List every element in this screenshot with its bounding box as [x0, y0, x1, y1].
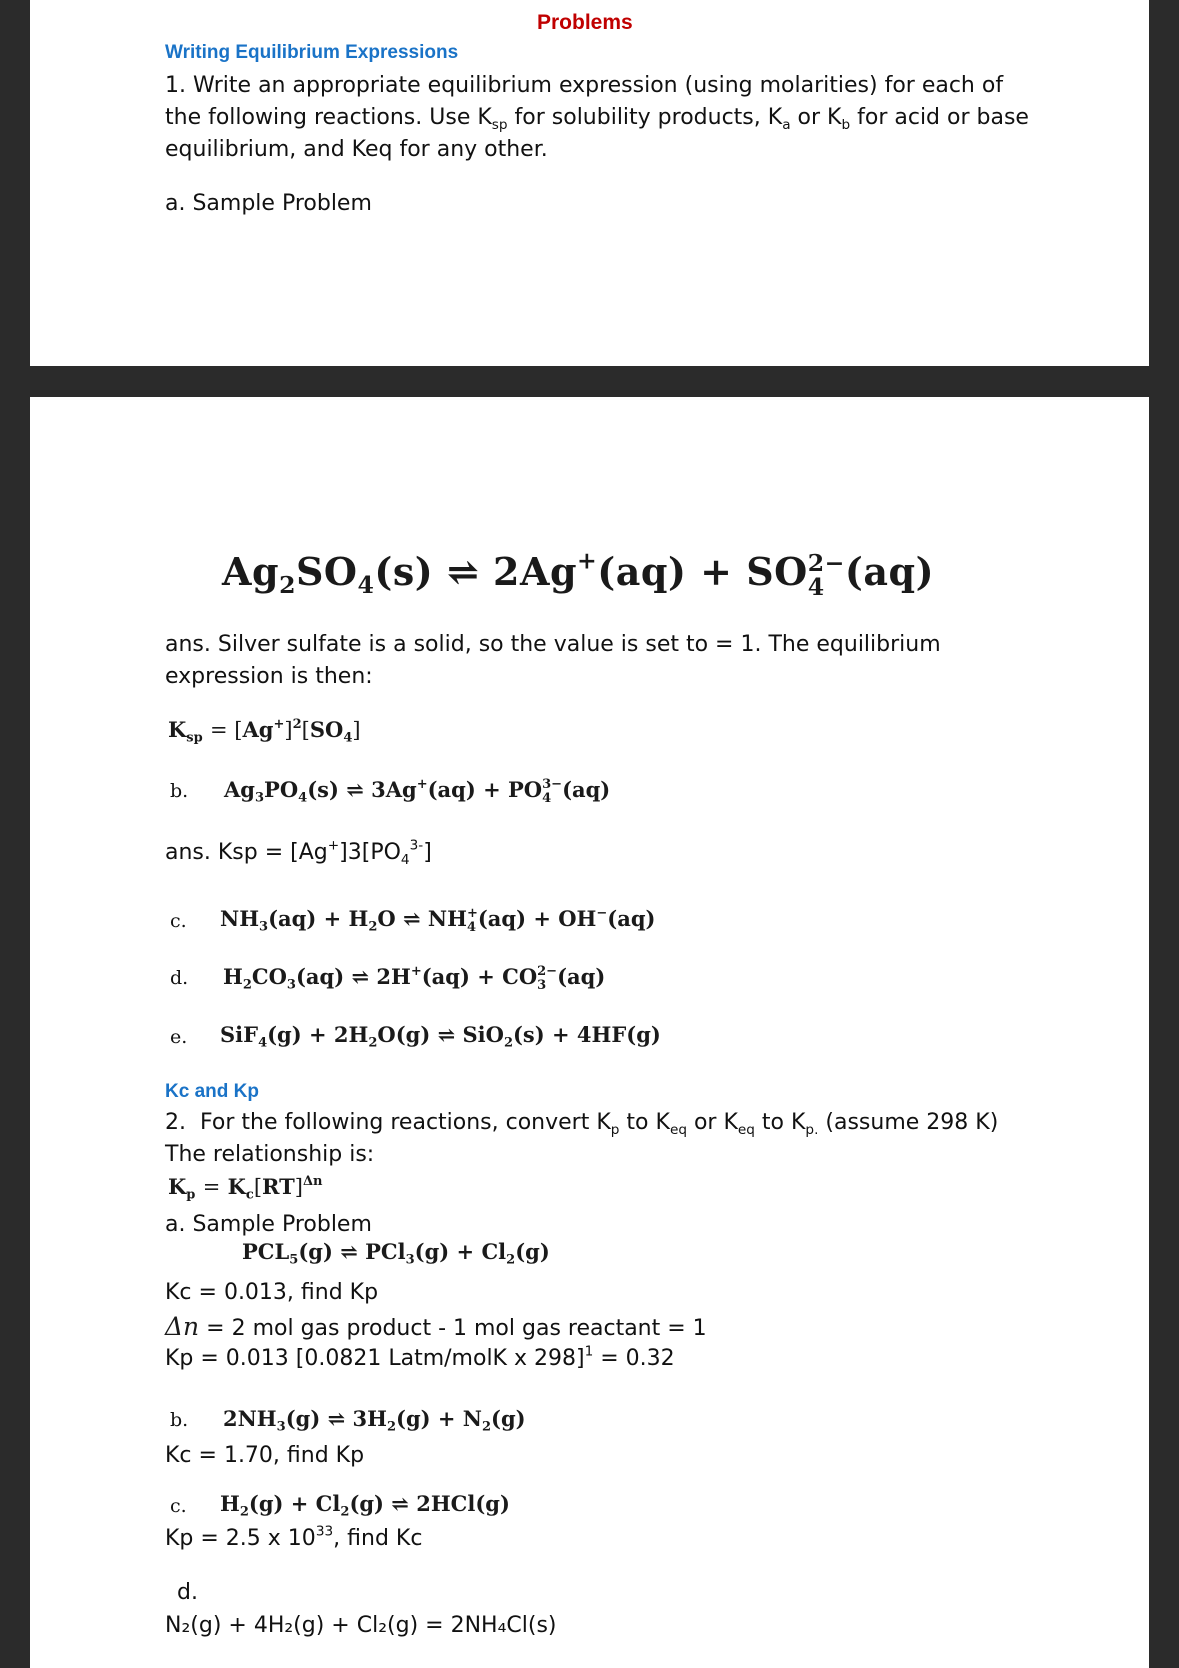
equation-nh4cl: N₂(g) + 4H₂(g) + Cl₂(g) = 2NH₄Cl(s) — [165, 1613, 557, 1638]
label-2b: b. — [170, 1409, 189, 1431]
kp-calculation: Kp = 0.013 [0.0821 Latm/molK x 298]$^1$ = 0.32 — [165, 1343, 675, 1371]
label-b: b. — [170, 780, 189, 802]
kc-given-a: Kc = 0.013, find Kp — [165, 1280, 379, 1305]
label-c: c. — [170, 910, 187, 932]
sample-problem-label: a. Sample Problem — [165, 191, 372, 216]
section-heading-kc-kp: Kc and Kp — [165, 1081, 259, 1102]
page-title: Problems — [537, 11, 633, 34]
equation-pcl5: $PCL_5(g)$ ⇌ $PCl_3(g) + Cl_2(g)$ — [242, 1239, 550, 1268]
answer-a-line-2: expression is then: — [165, 664, 373, 689]
sample-problem-2-label: a. Sample Problem — [165, 1212, 372, 1237]
question-1-line-2: the following reactions. Use $K_{sp}$ for solubility products, $K_a$ or $K_b$ for acid or base — [165, 105, 1029, 133]
question-1-line-3: equilibrium, and Keq for any other. — [165, 137, 548, 162]
answer-a-line-1: ans. Silver sulfate is a solid, so the value is set to = 1. The equilibrium — [165, 632, 941, 657]
label-d: d. — [170, 967, 189, 989]
equation-sif4: $SiF_4(g) + 2H_2O(g)$ ⇌ SiO$_2$(s) + 4HF(g) — [220, 1022, 661, 1051]
ksp-expression-ag2so4: $K_{sp} = [Ag^+]^2[SO_4]$ — [168, 716, 361, 746]
question-2-line-1: 2. For the following reactions, convert $K_p$ to $K_{eq}$ or $K_{eq}$ to $K_{p.}$ (assume 298 K) — [165, 1110, 999, 1138]
kc-given-b: Kc = 1.70, find Kp — [165, 1443, 365, 1468]
equation-hcl: $H_2(g) + Cl_2(g)$ ⇌ 2HCl(g) — [220, 1491, 510, 1520]
answer-b: ans. Ksp = $[Ag^+]3[PO_4^{3-}]$ — [165, 837, 432, 868]
label-2d: d. — [177, 1580, 198, 1605]
equation-nh3: $NH_3(aq) + H_2O$ ⇌ NH + 4 (aq) + OH−(aq) — [220, 905, 656, 935]
document-page-1 — [30, 0, 1149, 366]
equation-ag2so4: $Ag_2SO_4(s)$ ⇌ 2Ag+(aq) + SO 2− 4 (aq) — [222, 546, 935, 601]
kp-given-c: Kp = 2.5 x $10^{33}$, find Kc — [165, 1523, 423, 1551]
question-1-line-1: 1. Write an appropriate equilibrium expression (using molarities) for each of — [165, 73, 1004, 98]
section-heading-equilibrium-expressions: Writing Equilibrium Expressions — [165, 42, 459, 63]
kp-kc-relationship: $K_p = K_c[RT]^{\Delta n}$ — [168, 1173, 323, 1203]
label-e: e. — [170, 1026, 188, 1048]
delta-n-calculation: Δn = 2 mol gas product - 1 mol gas reactant = 1 — [165, 1312, 707, 1341]
document-page-2 — [30, 397, 1149, 1668]
relationship-label: The relationship is: — [165, 1142, 375, 1167]
equation-ag3po4: $Ag_3PO_4(s)$ ⇌ 3Ag+(aq) + PO 3− 4 (aq) — [224, 776, 611, 806]
equation-h2co3: $H_2CO_3(aq)$ ⇌ 2H+(aq) + CO 2− 3 (aq) — [223, 963, 606, 993]
label-2c: c. — [170, 1495, 187, 1517]
equation-nh3-decomposition: $2NH_3(g)$ ⇌ $3H_2(g) + N_2(g)$ — [223, 1406, 526, 1435]
